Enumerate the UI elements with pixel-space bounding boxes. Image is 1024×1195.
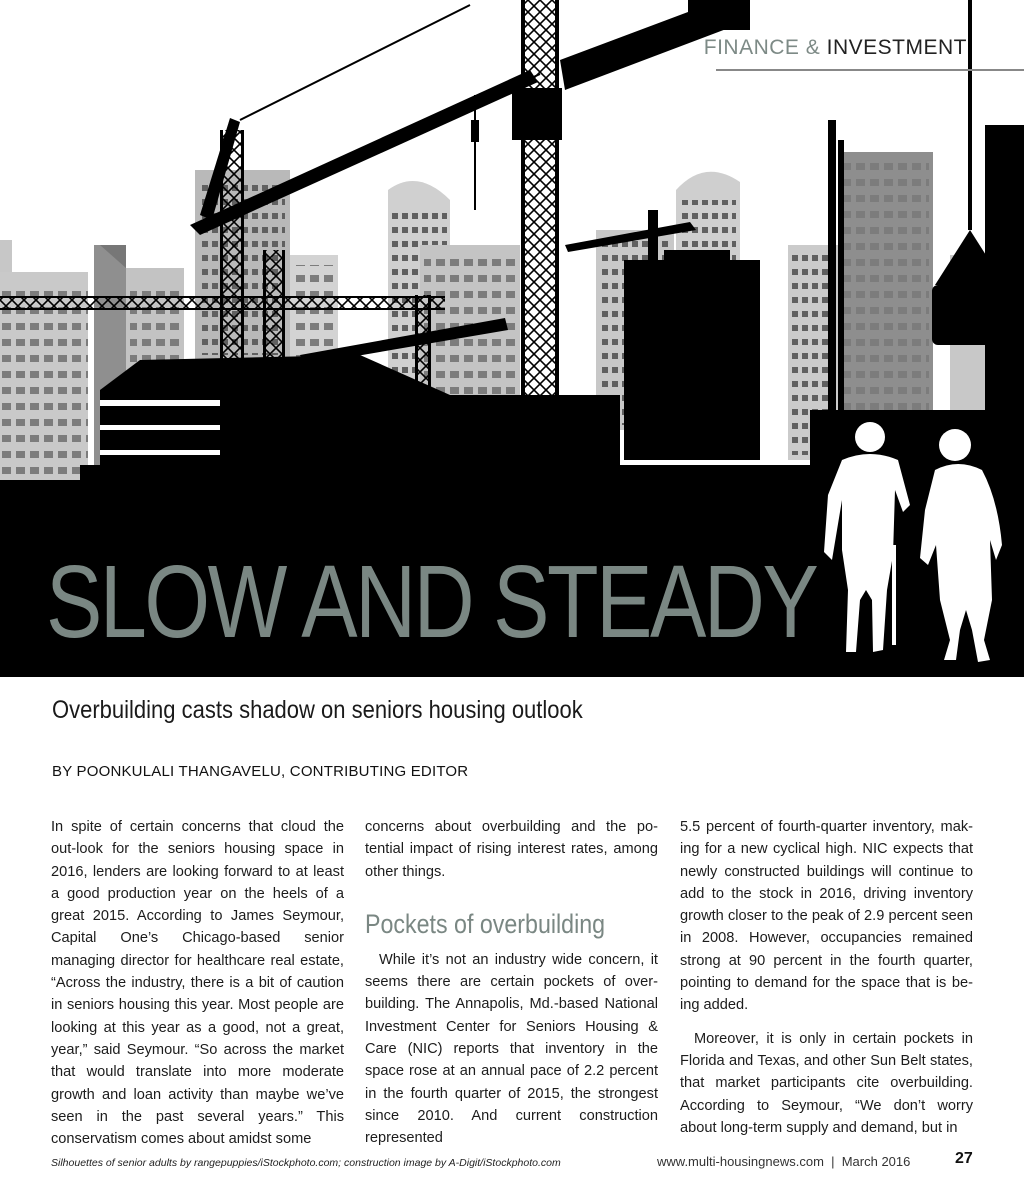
photo-credit: Silhouettes of senior adults by rangepuppies/iStockphoto.com; construction image by A-Digit/iStockphoto.com — [51, 1157, 561, 1169]
deck-subtitle: Overbuilding casts shadow on seniors housing outlook — [52, 696, 583, 724]
headline: SLOW AND STEADY — [46, 544, 817, 659]
byline: BY POONKULALI THANGAVELU, CONTRIBUTING EDITOR — [52, 763, 469, 780]
section-label-finance: FINANCE — [703, 36, 800, 59]
footer-url-date: www.multi-housingnews.com | March 2016 — [657, 1154, 911, 1169]
subhead-pockets-of-overbuilding: Pockets of overbuilding — [365, 908, 606, 939]
article-column-3 — [680, 816, 973, 1139]
article-paragraph: While it’s not an industry wide concern, it seems there are certain pockets of over-building. The Annapolis, Md.-based National Investment Center for Seniors Housing & Care (NIC) reports that inventory in the space rose at an annual pace of 2.2 percent in the fourth quarter of 2015, the strongest since 2010. And current construction represented — [365, 951, 658, 1147]
section-label-ampersand: & — [805, 36, 821, 59]
page-number: 27 — [955, 1150, 973, 1167]
article-paragraph: concerns about overbuilding and the po-tential impact of rising interest rates, among other things. — [365, 819, 658, 880]
article-paragraph: 5.5 percent of fourth-quarter inventory, mak-ing for a new cyclical high. NIC expects that newly constructed buildings will continue to add to the stock in 2016, driving inventory growth closer to the peak of 2.9 percent seen in 2008. However, occupancies remained strong at 90 percent in the fourth quarter, pointing to demand for the space that is be-ing added. — [680, 819, 973, 1014]
article-column-2 — [365, 816, 658, 1150]
section-label — [690, 36, 967, 60]
section-rule — [716, 69, 1024, 71]
article-paragraph: Moreover, it is only in certain pockets in Florida and Texas, and other Sun Belt states, that market participants cite overbuilding. According to Seymour, “We don’t worry about long-term supply and demand, but in — [680, 1030, 973, 1136]
article-column-1 — [51, 816, 344, 1150]
section-label-investment: INVESTMENT — [826, 36, 967, 59]
article-paragraph: In spite of certain concerns that cloud the out-look for the seniors housing space in 2016, lenders are looking forward to at least a good production year on the heels of a great 2015. According to James Seymour, Capital One’s Chicago-based senior managing director for healthcare real estate, “Across the industry, there is a bit of caution in seniors housing this year. Most people are looking at this year as a good, not a great, year,” said Seymour. “So across the market that would translate into more moderate growth and loan activity than maybe we’ve seen in the past several years.” This conservatism comes about amidst some — [51, 819, 344, 1148]
